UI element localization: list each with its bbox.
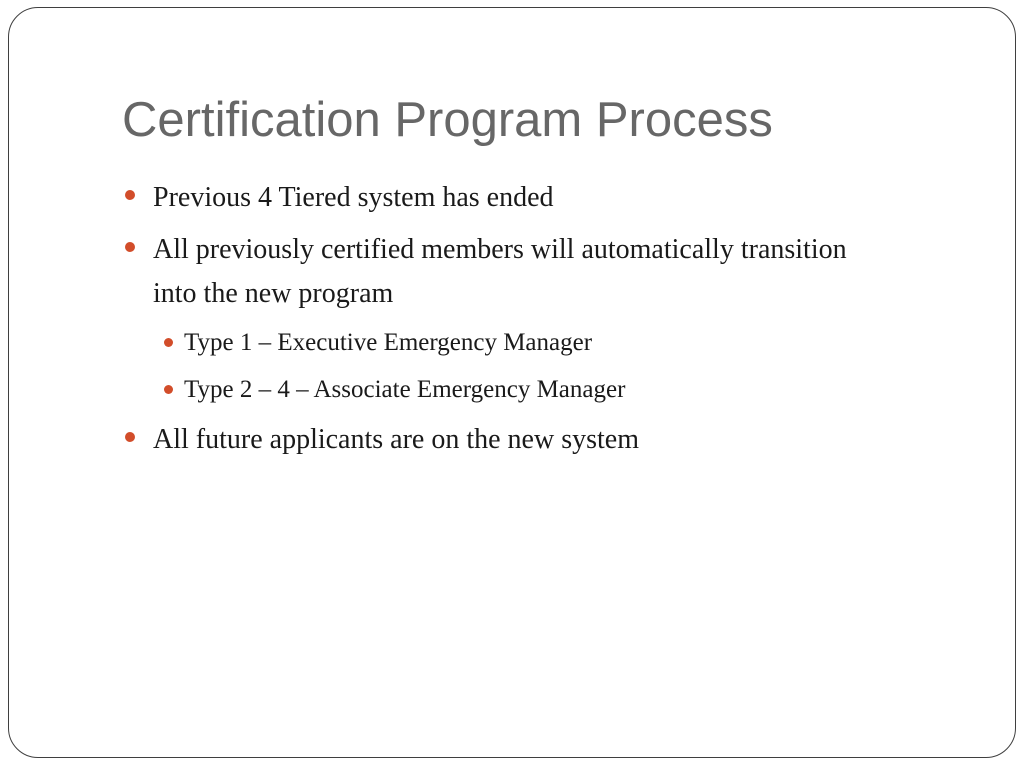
bullet-item <box>125 228 885 316</box>
bullet-text: Previous 4 Tiered system has ended <box>153 182 554 213</box>
bullet-dot-icon <box>164 385 173 394</box>
bullet-dot-icon <box>125 190 135 200</box>
slide-frame <box>8 7 1016 758</box>
sub-bullet-text: Type 2 – 4 – Associate Emergency Manager <box>184 376 626 403</box>
sub-bullet-item <box>125 324 885 362</box>
sub-bullet-item <box>125 371 885 409</box>
bullet-item <box>125 176 885 220</box>
slide-title: Certification Program Process <box>122 93 773 147</box>
bullet-dot-icon <box>125 242 135 252</box>
bullet-item <box>125 418 885 462</box>
sub-bullet-text: Type 1 – Executive Emergency Manager <box>184 329 593 356</box>
bullet-list <box>125 176 885 470</box>
bullet-dot-icon <box>125 432 135 442</box>
bullet-text: All previously certified members will automatically transition into the new program <box>153 234 847 309</box>
bullet-dot-icon <box>164 338 173 347</box>
bullet-text: All future applicants are on the new system <box>153 424 639 455</box>
